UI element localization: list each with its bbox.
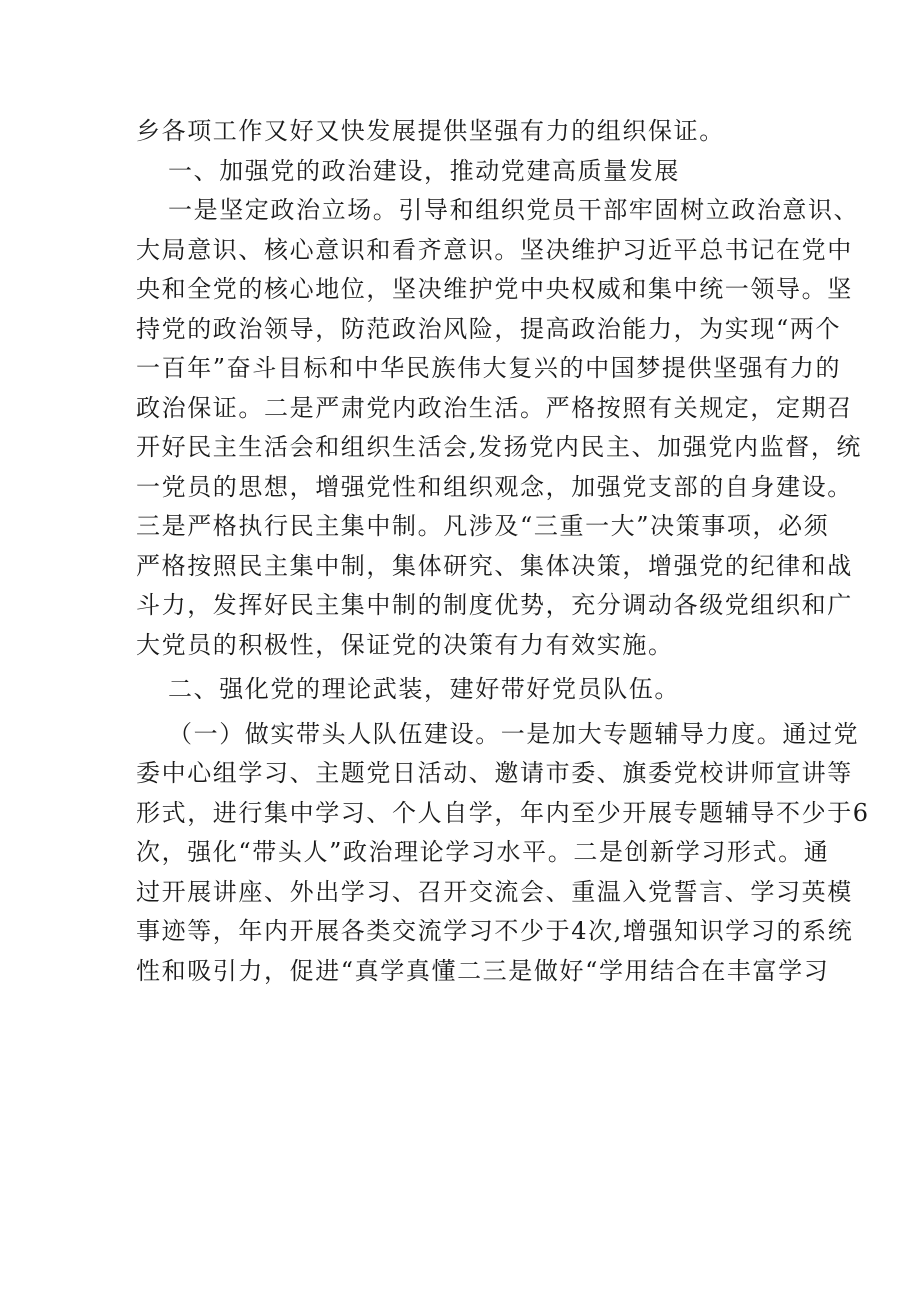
- paragraph-line: 开好民主生活会和组织生活会,发扬党内民主、加强党内监督，统: [136, 433, 863, 461]
- paragraph-line: 大党员的积极性，保证党的决策有力有效实施。: [136, 630, 674, 659]
- paragraph-line: （一）做实带头人队伍建设。一是加大专题辅导力度。通过党: [168, 719, 860, 748]
- paragraph-line: 持党的政治领导，防范政治风险，提高政治能力，为实现“两个: [136, 314, 842, 343]
- paragraph-line: 一百年”奋斗目标和中华民族伟大复兴的中国梦提供坚强有力的: [136, 354, 842, 382]
- paragraph-line: 严格按照民主集中制，集体研究、集体决策，增强党的纪律和战: [136, 551, 853, 580]
- paragraph-line: 事迹等，年内开展各类交流学习不少于4次,增强知识学习的系统: [136, 917, 854, 945]
- paragraph-line: 斗力，发挥好民主集中制的制度优势，充分调动各级党组织和广: [136, 591, 853, 619]
- section-heading-2: 二、强化党的理论武装，建好带好党员队伍。: [168, 675, 680, 703]
- paragraph-line: 政治保证。二是严肃党内政治生活。严格按照有关规定，定期召: [136, 393, 853, 422]
- paragraph-line: 过开展讲座、外出学习、召开交流会、重温入党誓言、学习英模: [136, 877, 853, 906]
- paragraph-line: 一是坚定政治立场。引导和组织党员干部牢固树立政治意识、: [168, 196, 860, 224]
- section-heading-1: 一、加强党的政治建设，推动党建高质量发展: [168, 156, 680, 185]
- paragraph-line: 委中心组学习、主题党日活动、邀请市委、旗委党校讲师宣讲等: [136, 759, 853, 787]
- paragraph-line: 次，强化“带头人”政治理论学习水平。二是创新学习形式。通: [136, 838, 830, 866]
- paragraph-line: 乡各项工作又好又快发展提供坚强有力的组织保证。: [136, 117, 725, 145]
- paragraph-line: 性和吸引力，促进“真学真懂二三是做好“学用结合在丰富学习: [136, 956, 830, 985]
- paragraph-line: 形式，进行集中学习、个人自学，年内至少开展专题辅导不少于6: [136, 798, 870, 827]
- paragraph-line: 大局意识、核心意识和看齐意识。坚决维护习近平总书记在党中: [136, 235, 853, 264]
- paragraph-line: 央和全党的核心地位，坚决维护党中央权威和集中统一领导。坚: [136, 275, 853, 303]
- paragraph-line: 三是严格执行民主集中制。凡涉及“三重一大”决策事项，必须: [136, 512, 830, 540]
- document-body: [136, 112, 870, 991]
- paragraph-line: 一党员的思想，增强党性和组织观念，加强党支部的自身建设。: [136, 472, 853, 501]
